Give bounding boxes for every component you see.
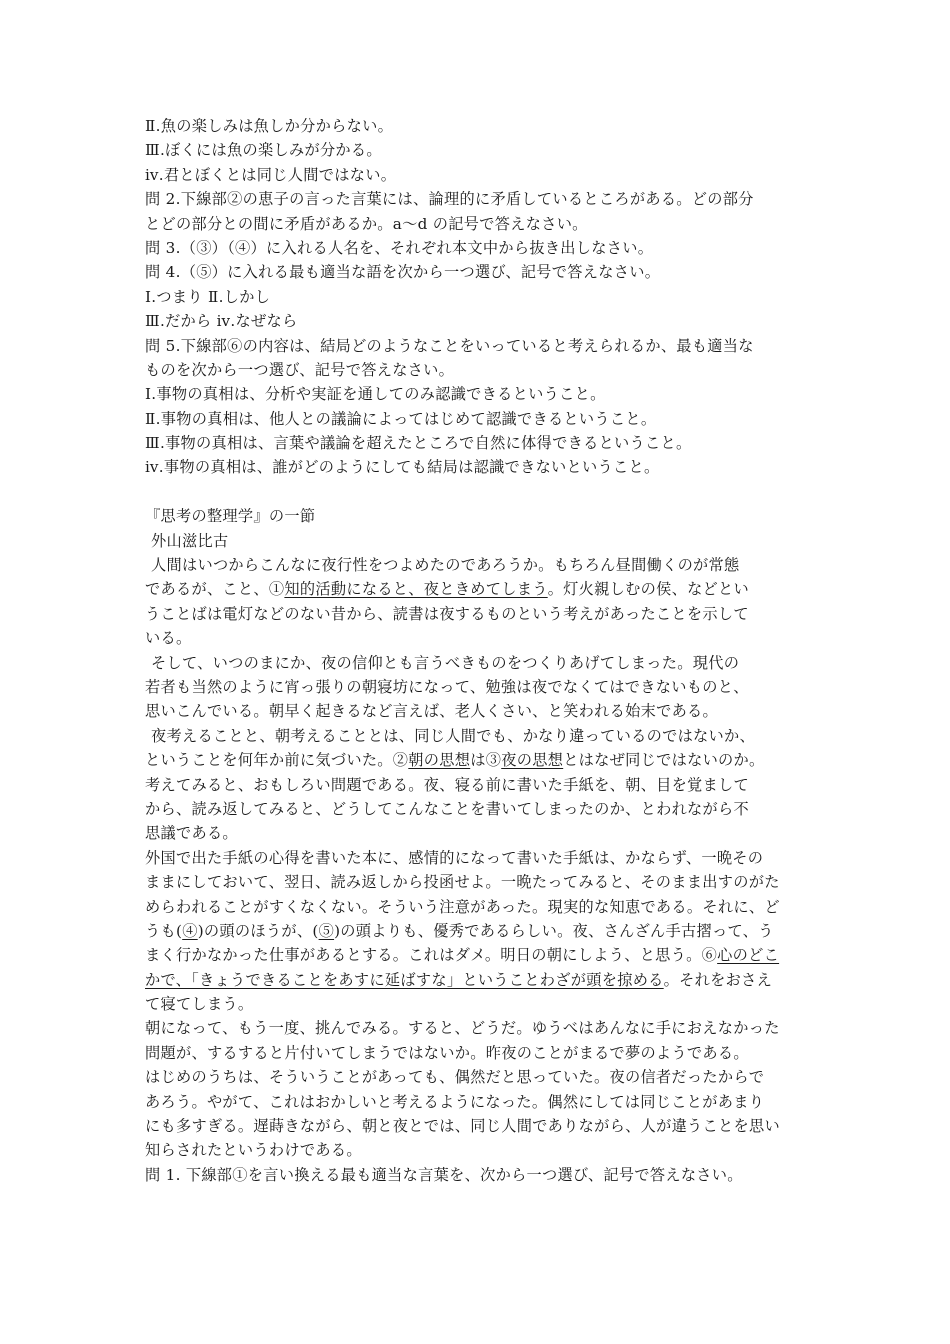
passage-line bbox=[145, 919, 810, 943]
question-1: 問 1. 下線部①を言い換える最も適当な言葉を、次から一つ選び、記号で答えなさい。 bbox=[145, 1165, 743, 1184]
passage-line: 人間はいつからこんなに夜行性をつよめたのであろうか。もちろん昼間働くのが常態 bbox=[151, 556, 740, 575]
passage-line: 思議である。 bbox=[145, 824, 238, 843]
question-2-cont: とどの部分との間に矛盾があるか。a〜d の記号で答えなさい。 bbox=[145, 214, 588, 233]
question-4: 問 4.（⑤）に入れる最も適当な語を次から一つ選び、記号で答えなさい。 bbox=[145, 263, 661, 282]
passage-line: 知らされたというわけである。 bbox=[145, 1141, 362, 1160]
underlined-phrase-6: 心のどこ bbox=[717, 946, 780, 965]
text-segment: とはなぜ同じではないのか。 bbox=[563, 751, 765, 770]
questions-section bbox=[145, 114, 810, 480]
passage-line: から、読み返してみると、どうしてこんなことを書いてしまったのか、とわれながら不 bbox=[145, 799, 750, 818]
passage-line: そして、いつのまにか、夜の信仰とも言うべきものをつくりあげてしまった。現代の bbox=[151, 653, 740, 672]
passage-line bbox=[145, 968, 810, 992]
passage-line: にも多すぎる。遅蒔きながら、朝と夜とでは、同じ人間でありながら、人が違うことを思い bbox=[145, 1117, 780, 1136]
underlined-phrase-6-cont: かで、「きょうできることをあすに延ばすな」ということわざが頭を掠める bbox=[145, 970, 664, 989]
text-segment: うも( bbox=[145, 921, 183, 940]
passage-line: 夜考えることと、朝考えることとは、同じ人間でも、かなり違っているのではないか、 bbox=[151, 726, 756, 745]
passage-line: 外国で出た手紙の心得を書いた本に、感情的になって書いた手紙は、かならず、一晩その bbox=[145, 848, 764, 867]
text-segment: ということを何年か前に気づいた。② bbox=[145, 751, 409, 770]
text-segment: まく行かなかった仕事があるとする。これはダメ。明日の朝にしよう、と思う。⑥ bbox=[145, 946, 718, 965]
text-segment: 。灯火親しむの侯、などとい bbox=[547, 580, 750, 599]
passage-line: ままにしておいて、翌日、読み返しから投函せよ。一晩たってみると、そのまま出すのがた bbox=[145, 873, 780, 892]
text-segment: は③ bbox=[470, 751, 502, 770]
text-segment: であるが、こと、① bbox=[145, 580, 285, 599]
source-title: 『思考の整理学』の一節 bbox=[145, 507, 316, 526]
answer-choice: Ⅱ.事物の真相は、他人との議論によってはじめて認識できるということ。 bbox=[145, 409, 657, 428]
text-segment: 。それをおさえ bbox=[663, 970, 773, 989]
answer-choice: ⅳ.君とぼくとは同じ人間ではない。 bbox=[145, 165, 397, 184]
passage-line: めらわれることがすくなくない。そういう注意があった。現実的な知恵である。それに、ど bbox=[145, 897, 780, 916]
answer-choice: ⅳ.事物の真相は、誰がどのようにしても結局は認識できないということ。 bbox=[145, 458, 660, 477]
passage-line bbox=[145, 943, 810, 967]
answer-choice: Ⅰ.つまり Ⅱ.しかし bbox=[145, 287, 271, 306]
blank-4: ④ bbox=[182, 921, 198, 940]
passage-line: 朝になって、もう一度、挑んでみる。すると、どうだ。ゆうべはあんなに手におえなかった bbox=[145, 1019, 780, 1038]
passage-line bbox=[145, 577, 810, 601]
answer-choice: Ⅲ.だから ⅳ.なぜなら bbox=[145, 312, 298, 331]
passage-line: うことばは電灯などのない昔から、読書は夜するものという考えがあったことを示して bbox=[145, 604, 749, 623]
passage-line: 問題が、するすると片付いてしまうではないか。昨夜のことがまるで夢のようである。 bbox=[145, 1043, 749, 1062]
passage-line bbox=[145, 748, 810, 772]
text-segment: )の頭よりも、優秀であるらしい。夜、さんざん手古摺って、う bbox=[334, 921, 774, 940]
passage-line: はじめのうちは、そういうことがあっても、偶然だと思っていた。夜の信者だったからで bbox=[145, 1068, 765, 1087]
underlined-phrase-2: 朝の思想 bbox=[408, 751, 471, 770]
answer-choice: Ⅲ.ぼくには魚の楽しみが分かる。 bbox=[145, 141, 382, 160]
underlined-phrase-1: 知的活動になると、夜ときめてしまう bbox=[284, 580, 548, 599]
text-segment: )の頭のほうが、( bbox=[197, 921, 319, 940]
question-5-cont: ものを次から一つ選び、記号で答えなさい。 bbox=[145, 360, 455, 379]
document-page bbox=[145, 114, 810, 1187]
passage-line: て寝てしまう。 bbox=[145, 995, 254, 1014]
source-author: 外山滋比古 bbox=[151, 531, 229, 550]
passage bbox=[145, 553, 810, 1163]
passage-line: 若者も当然のように宵っ張りの朝寝坊になって、勉強は夜でなくてはできないものと、 bbox=[145, 677, 749, 696]
passage-line: 思いこんでいる。朝早く起きるなど言えば、老人くさい、と笑われる始末である。 bbox=[145, 702, 719, 721]
answer-choice: Ⅱ.魚の楽しみは魚しか分からない。 bbox=[145, 117, 394, 135]
question-3: 問 3.（③）（④）に入れる人名を、それぞれ本文中から抜き出しなさい。 bbox=[145, 238, 654, 257]
passage-line: いる。 bbox=[145, 629, 192, 648]
answer-choice: Ⅲ.事物の真相は、言葉や議論を超えたところで自然に体得できるということ。 bbox=[145, 434, 692, 453]
question-5: 問 5.下線部⑥の内容は、結局どのようなことをいっていると考えられるか、最も適当な bbox=[145, 336, 754, 355]
passage-line: 考えてみると、おもしろい問題である。夜、寝る前に書いた手紙を、朝、目を覚まして bbox=[145, 775, 750, 794]
blank-5: ⑤ bbox=[318, 921, 335, 940]
answer-choice: Ⅰ.事物の真相は、分析や実証を通してのみ認識できるということ。 bbox=[145, 385, 606, 404]
passage-line: あろう。やがて、これはおかしいと考えるようになった。偶然にしては同じことがあまり bbox=[145, 1092, 765, 1111]
underlined-phrase-3: 夜の思想 bbox=[501, 751, 564, 770]
question-2: 問 2.下線部②の恵子の言った言葉には、論理的に矛盾しているところがある。どの部分 bbox=[145, 190, 754, 209]
spacer bbox=[145, 480, 810, 504]
